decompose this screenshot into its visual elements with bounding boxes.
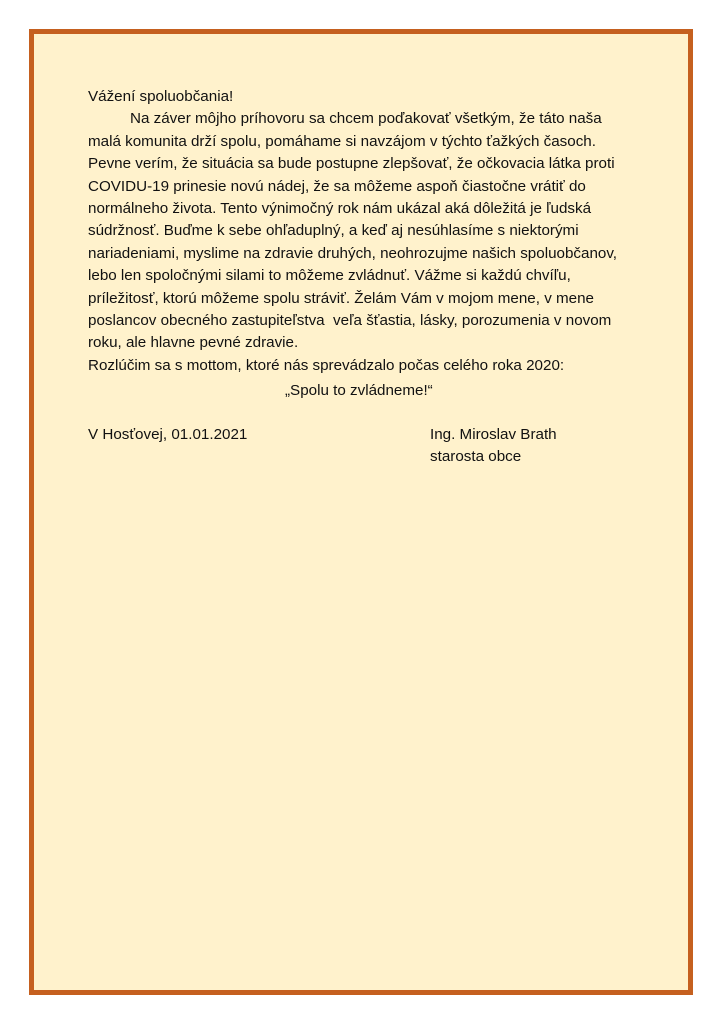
body-line: Na záver môjho príhovoru sa chcem poďakovať všetkým, že táto naša bbox=[130, 110, 602, 128]
letter-body bbox=[88, 86, 648, 377]
signature-block bbox=[430, 424, 557, 469]
body-line: nariadeniami, myslime na zdravie druhých, neohrozujme našich spoluobčanov, bbox=[88, 244, 618, 262]
body-line: roku, ale hlavne pevné zdravie. bbox=[88, 334, 299, 352]
body-line: malá komunita drží spolu, pomáhame si navzájom v týchto ťažkých časoch. bbox=[88, 132, 596, 150]
body-line: Pevne verím, že situácia sa bude postupne zlepšovať, že očkovacia látka proti bbox=[88, 155, 615, 173]
body-line: normálneho života. Tento výnimočný rok nám ukázal aká dôležitá je ľudská bbox=[88, 200, 592, 218]
salutation: Vážení spoluobčania! bbox=[88, 88, 234, 105]
signatory-name: Ing. Miroslav Brath bbox=[430, 426, 557, 443]
place-date: V Hosťovej, 01.01.2021 bbox=[88, 426, 248, 443]
body-line: COVIDU-19 prinesie novú nádej, že sa môžeme aspoň čiastočne vrátiť do bbox=[88, 177, 586, 195]
closing-line: Rozlúčim sa s mottom, ktoré nás sprevádzalo počas celého roka 2020: bbox=[88, 356, 565, 374]
body-line: lebo len spoločnými silami to môžeme zvládnuť. Vážme si každú chvíľu, bbox=[88, 267, 571, 285]
body-line: príležitosť, ktorú môžeme spolu stráviť. Želám Vám v mojom mene, v mene bbox=[88, 289, 594, 307]
signatory-title: starosta obce bbox=[430, 448, 522, 466]
body-line: poslancov obecného zastupiteľstva veľa šťastia, lásky, porozumenia v novom bbox=[88, 312, 612, 330]
body-line: súdržnosť. Buďme k sebe ohľaduplný, a keď aj nesúhlasíme s niektorými bbox=[88, 222, 579, 240]
motto: „Spolu to zvládneme!“ bbox=[285, 382, 433, 399]
